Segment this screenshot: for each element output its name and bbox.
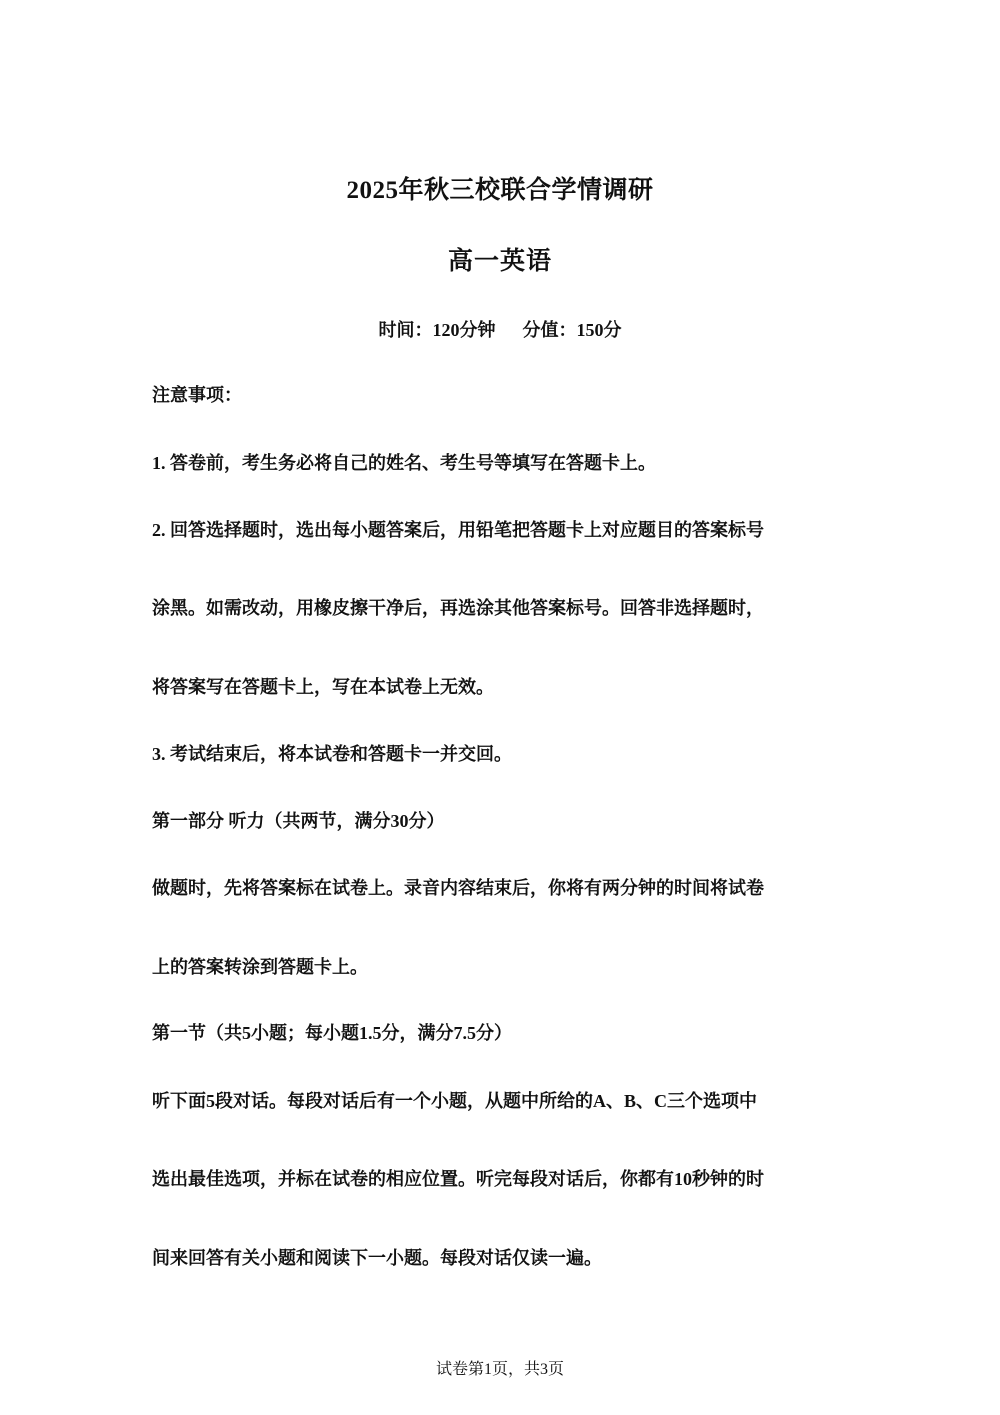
section-1-intro-line-3: 间来回答有关小题和阅读下一小题。每段对话仅读一遍。 bbox=[152, 1248, 602, 1268]
part-1-intro-line-1: 做题时，先将答案标在试卷上。录音内容结束后，你将有两分钟的时间将试卷 bbox=[152, 878, 764, 898]
exam-title: 2025年秋三校联合学情调研 bbox=[346, 177, 654, 204]
part-1-heading: 第一部分 听力（共两节，满分30分） bbox=[152, 811, 445, 831]
part-1-intro-line-2: 上的答案转涂到答题卡上。 bbox=[152, 957, 368, 977]
notice-item-3: 3. 考试结束后，将本试卷和答题卡一并交回。 bbox=[152, 744, 512, 764]
section-1-intro-line-2: 选出最佳选项，并标在试卷的相应位置。听完每段对话后，你都有10秒钟的时 bbox=[152, 1169, 764, 1189]
subject-title: 高一英语 bbox=[447, 248, 552, 275]
notice-item-2-line-3: 将答案写在答题卡上，写在本试卷上无效。 bbox=[152, 677, 494, 697]
notice-item-2-line-1: 2. 回答选择题时，选出每小题答案后，用铅笔把答题卡上对应题目的答案标号 bbox=[152, 520, 764, 540]
exam-score: 分值：150分 bbox=[522, 320, 622, 340]
notice-item-1: 1. 答卷前，考生务必将自己的姓名、考生号等填写在答题卡上。 bbox=[152, 453, 656, 473]
page-footer: 试卷第1页，共3页 bbox=[435, 1361, 564, 1378]
exam-time: 时间：120分钟 bbox=[378, 320, 496, 340]
exam-meta bbox=[0, 316, 1000, 342]
section-1-intro-line-1: 听下面5段对话。每段对话后有一个小题，从题中所给的A、B、C三个选项中 bbox=[152, 1091, 758, 1111]
notice-item-2-line-2: 涂黑。如需改动，用橡皮擦干净后，再选涂其他答案标号。回答非选择题时， bbox=[152, 598, 764, 618]
section-1-heading: 第一节（共5小题；每小题1.5分，满分7.5分） bbox=[152, 1023, 512, 1043]
notice-heading: 注意事项： bbox=[152, 385, 242, 405]
